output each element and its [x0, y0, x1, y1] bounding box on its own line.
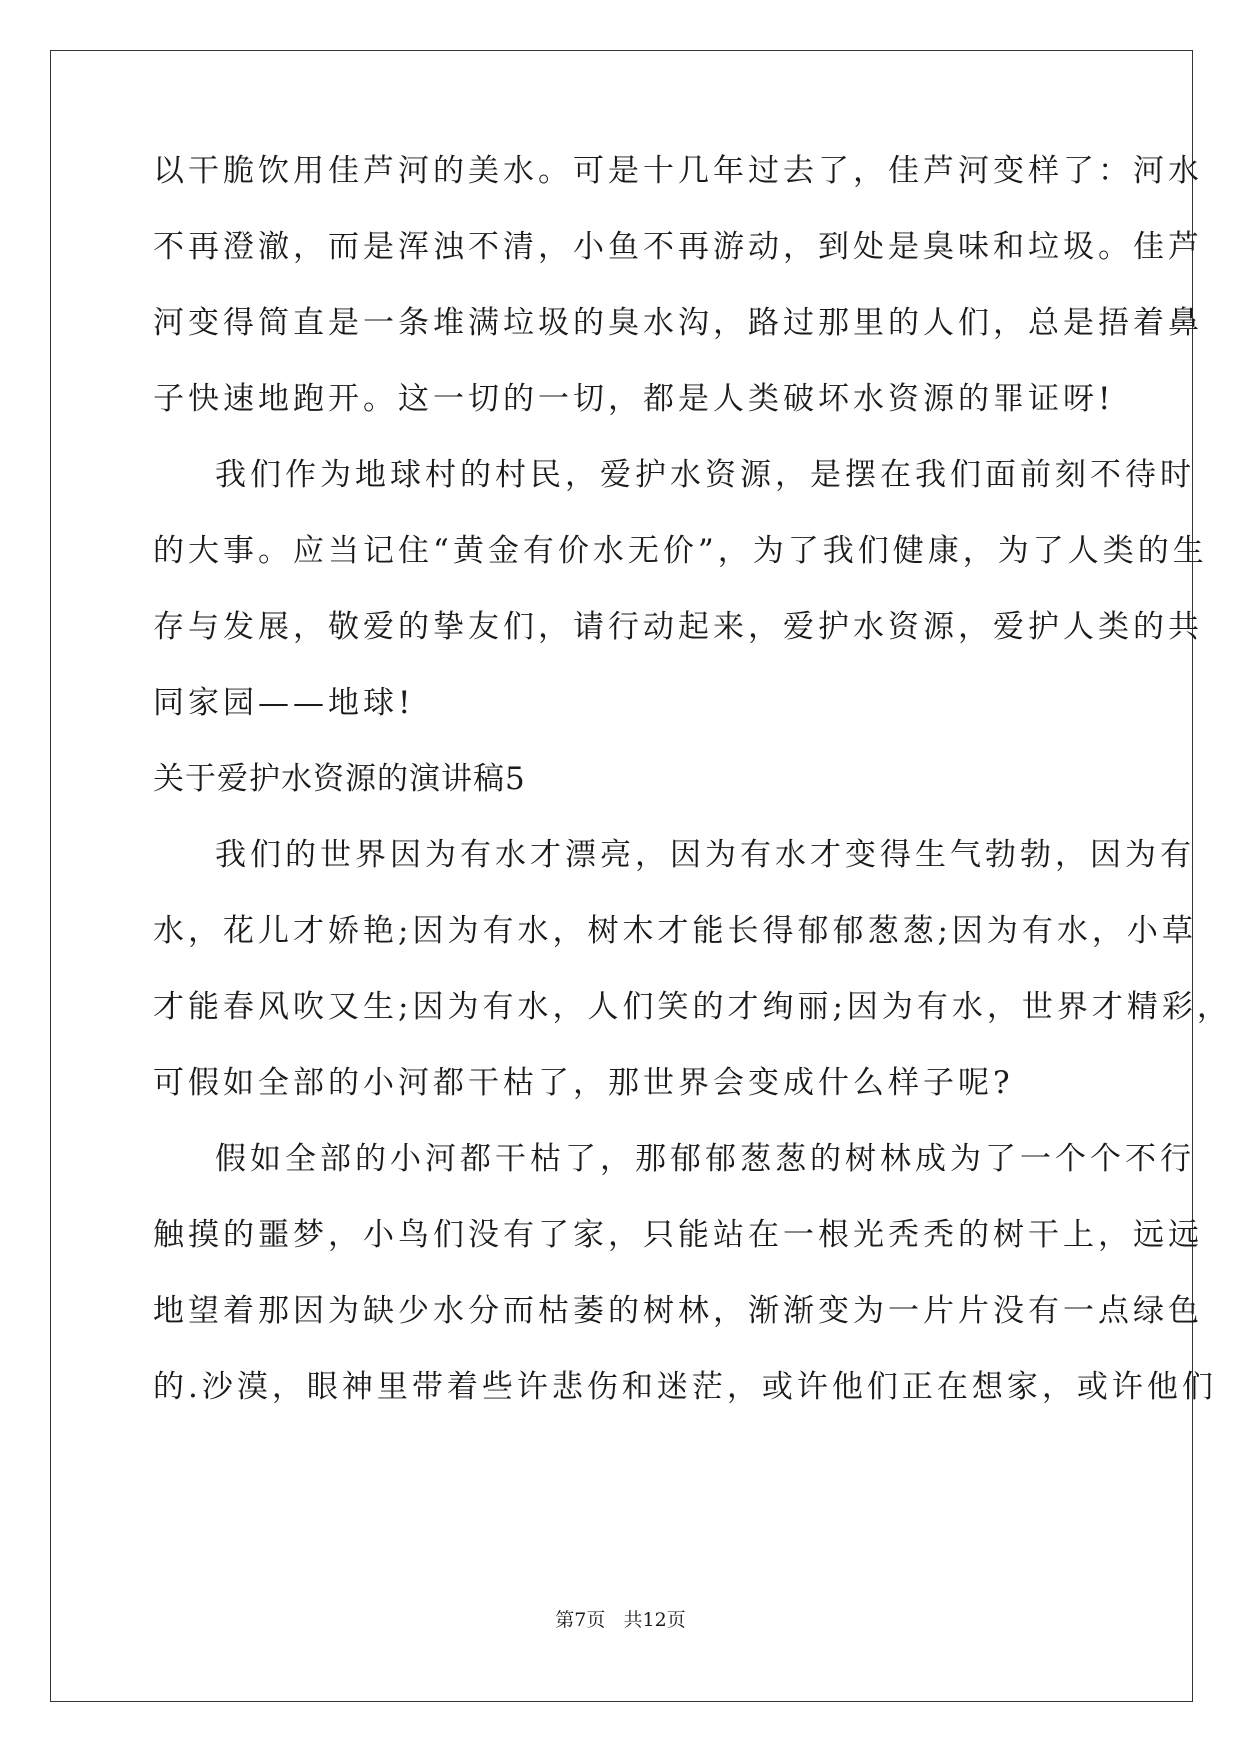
paragraph-line: 河变得简直是一条堆满垃圾的臭水沟，路过那里的人们，总是捂着鼻 — [153, 305, 1203, 341]
paragraph-line: 的大事。应当记住“黄金有价水无价”，为了我们健康，为了人类的生 — [153, 533, 1208, 569]
page-footer — [0, 1608, 1241, 1632]
paragraph-line: 可假如全部的小河都干枯了，那世界会变成什么样子呢? — [153, 1065, 1014, 1101]
paragraph-line: 我们作为地球村的村民，爱护水资源，是摆在我们面前刻不待时 — [215, 457, 1195, 493]
paragraph-line: 才能春风吹又生;因为有水，人们笑的才绚丽;因为有水，世界才精彩， — [153, 989, 1232, 1025]
paragraph-line: 以干脆饮用佳芦河的美水。可是十几年过去了，佳芦河变样了：河水 — [153, 153, 1203, 189]
paragraph-line: 的.沙漠，眼神里带着些许悲伤和迷茫，或许他们正在想家，或许他们 — [153, 1369, 1217, 1405]
paragraph-line: 子快速地跑开。这一切的一切，都是人类破坏水资源的罪证呀! — [153, 381, 1115, 417]
paragraph-line: 水，花儿才娇艳;因为有水，树木才能长得郁郁葱葱;因为有水，小草 — [153, 913, 1197, 949]
page-border — [50, 50, 1193, 1702]
paragraph-line: 假如全部的小河都干枯了，那郁郁葱葱的树林成为了一个个不行 — [215, 1141, 1195, 1177]
paragraph-line: 不再澄澈，而是浑浊不清，小鱼不再游动，到处是臭味和垃圾。佳芦 — [153, 229, 1203, 265]
page-number: 第7页 — [555, 1609, 606, 1631]
paragraph-line: 我们的世界因为有水才漂亮，因为有水才变得生气勃勃，因为有 — [215, 837, 1195, 873]
page-total: 共12页 — [623, 1609, 686, 1631]
paragraph-line: 地望着那因为缺少水分而枯萎的树林，渐渐变为一片片没有一点绿色 — [153, 1293, 1203, 1329]
section-heading: 关于爱护水资源的演讲稿5 — [153, 761, 526, 797]
paragraph-line: 同家园——地球! — [153, 685, 415, 721]
paragraph-line: 存与发展，敬爱的挚友们，请行动起来，爱护水资源，爱护人类的共 — [153, 609, 1203, 645]
paragraph-line: 触摸的噩梦，小鸟们没有了家，只能站在一根光秃秃的树干上，远远 — [153, 1217, 1203, 1253]
